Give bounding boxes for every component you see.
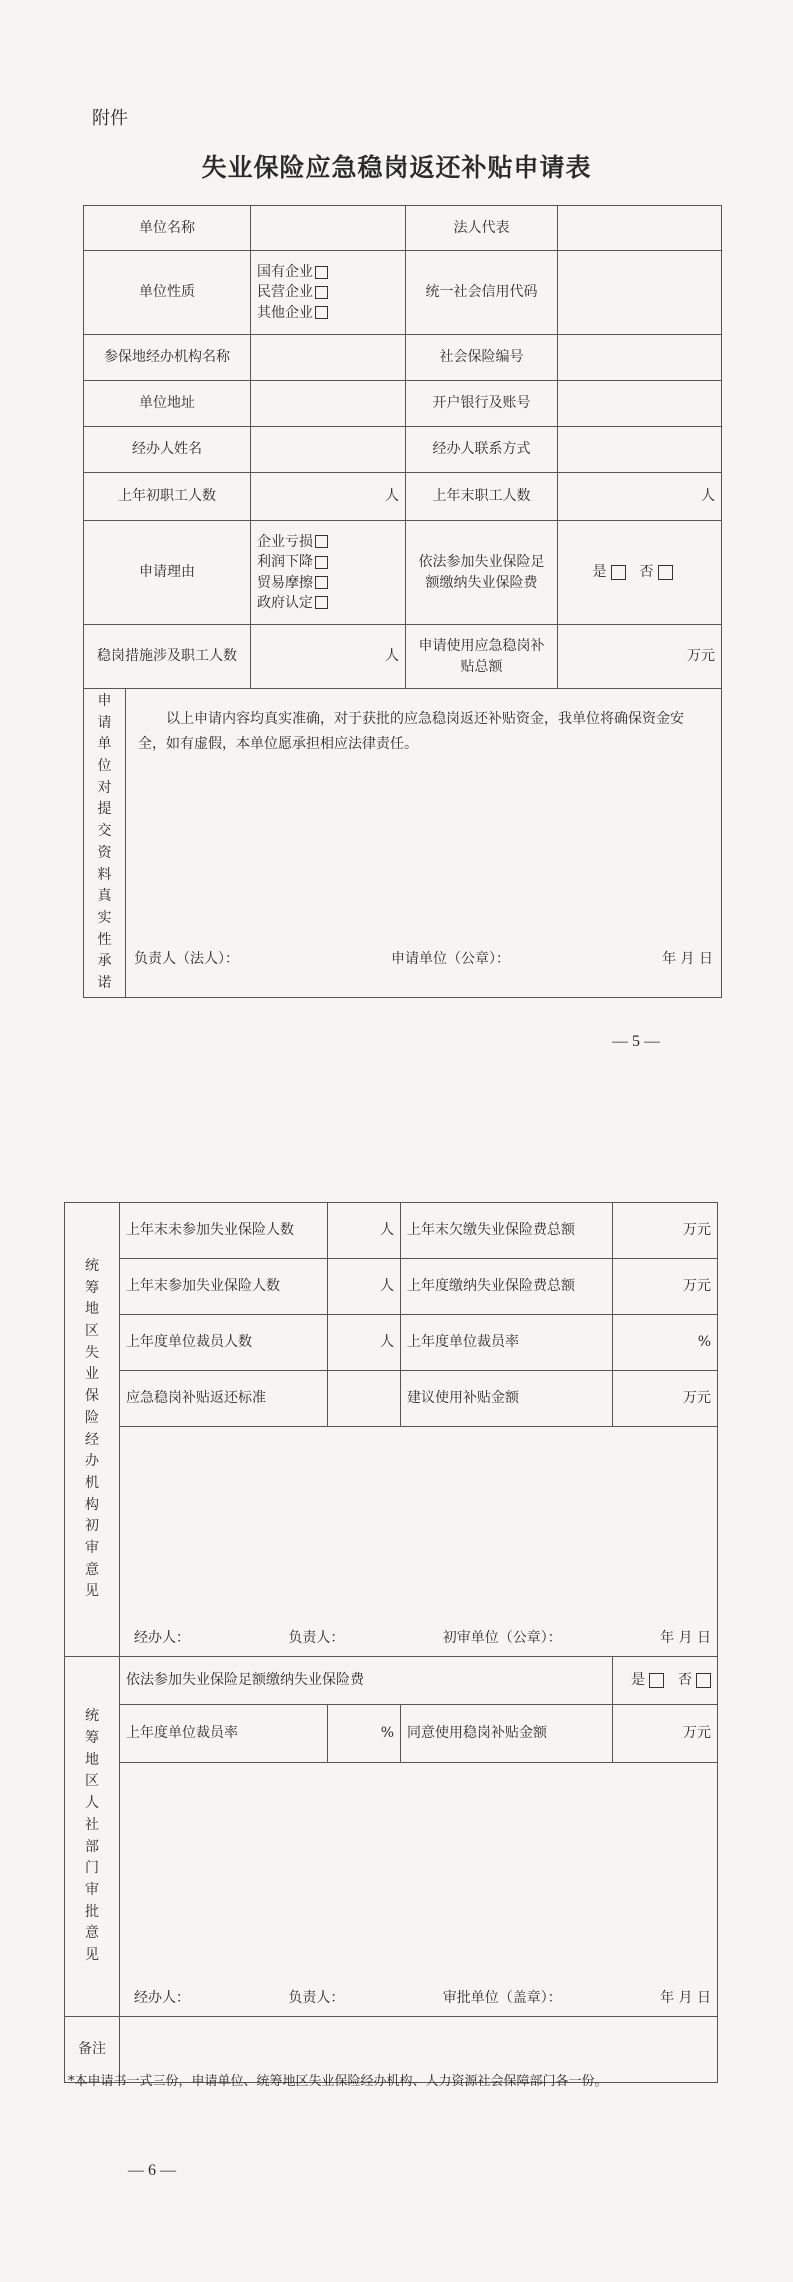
social-insurance-no-label: 社会保险编号 bbox=[406, 335, 558, 381]
review-handler[interactable]: 经办人： bbox=[134, 1629, 190, 1646]
approval-answer bbox=[613, 1657, 718, 1705]
no-label: 否 bbox=[678, 1672, 692, 1689]
review-label: 统筹地区失业保险经办机构初审意见 bbox=[85, 1258, 99, 1600]
checkbox-icon[interactable] bbox=[315, 286, 328, 299]
unit-name-label: 单位名称 bbox=[84, 206, 251, 251]
review-responsible[interactable]: 负责人： bbox=[288, 1629, 345, 1646]
legal-rep-value[interactable] bbox=[558, 206, 722, 251]
review-value-2[interactable]: 万元 bbox=[613, 1203, 718, 1259]
review-label-1: 应急稳岗补贴返还标准 bbox=[120, 1371, 328, 1427]
responsible-signature[interactable]: 负责人（法人）： bbox=[134, 950, 239, 967]
yes-label: 是 bbox=[592, 564, 607, 581]
pledge-label-cell bbox=[84, 689, 126, 998]
start-employees-value[interactable]: 人 bbox=[251, 473, 406, 521]
bank-account-label: 开户银行及账号 bbox=[406, 381, 558, 427]
reason-option[interactable] bbox=[257, 552, 399, 572]
end-employees-value[interactable]: 人 bbox=[558, 473, 722, 521]
address-label: 单位地址 bbox=[84, 381, 251, 427]
review-value-2[interactable]: 万元 bbox=[613, 1371, 718, 1427]
review-label-2: 上年度缴纳失业保险费总额 bbox=[401, 1259, 613, 1315]
paid-answer bbox=[558, 521, 722, 625]
pledge-text: 以上申请内容均真实准确，对于获批的应急稳岗返还补贴资金，我单位将确保资金安全，如有虚假，本单位愿承担相应法律责任。 bbox=[138, 711, 684, 752]
reason-options bbox=[251, 521, 406, 625]
involved-employees-value[interactable]: 人 bbox=[251, 625, 406, 689]
review-date[interactable]: 年 月 日 bbox=[660, 1629, 711, 1646]
review-opinion-cell[interactable] bbox=[120, 1427, 718, 1657]
approval-layoff-rate-value[interactable]: % bbox=[328, 1705, 401, 1763]
approval-label: 统筹地区人社部门审批意见 bbox=[85, 1708, 99, 1963]
form-title: 失业保险应急稳岗返还补贴申请表 bbox=[201, 153, 592, 182]
agency-name-value[interactable] bbox=[251, 335, 406, 381]
page-number: — 5 — bbox=[612, 1033, 660, 1050]
remarks-label: 备注 bbox=[65, 2017, 120, 2083]
pledge-cell bbox=[126, 689, 722, 998]
credit-code-value[interactable] bbox=[558, 251, 722, 335]
handler-contact-label: 经办人联系方式 bbox=[406, 427, 558, 473]
review-value-1[interactable]: 人 bbox=[328, 1259, 401, 1315]
sign-date[interactable]: 年 月 日 bbox=[662, 950, 713, 967]
handler-name-value[interactable] bbox=[251, 427, 406, 473]
review-label-2: 建议使用补贴金额 bbox=[401, 1371, 613, 1427]
footnote: *本申请书一式三份，申请单位、统筹地区失业保险经办机构、人力资源社会保障部门各一份。 bbox=[68, 2074, 608, 2089]
review-value-1[interactable]: 人 bbox=[328, 1315, 401, 1371]
social-insurance-no-value[interactable] bbox=[558, 335, 722, 381]
review-value-1[interactable] bbox=[328, 1371, 401, 1427]
reason-label: 申请理由 bbox=[84, 521, 251, 625]
reason-option-label: 利润下降 bbox=[257, 554, 313, 571]
checkbox-icon[interactable] bbox=[315, 596, 328, 609]
nature-option-label: 其他企业 bbox=[257, 304, 313, 321]
approval-question: 依法参加失业保险足额缴纳失业保险费 bbox=[120, 1657, 613, 1705]
pledge-label: 申请单位对提交资料真实性承诺 bbox=[97, 693, 112, 991]
end-employees-label: 上年末职工人数 bbox=[406, 473, 558, 521]
involved-employees-label: 稳岗措施涉及职工人数 bbox=[84, 625, 251, 689]
nature-option[interactable] bbox=[257, 303, 399, 323]
apply-amount-label: 申请使用应急稳岗补贴总额 bbox=[406, 625, 558, 689]
page-number: — 6 — bbox=[128, 2162, 176, 2179]
review-label-1: 上年度单位裁员人数 bbox=[120, 1315, 328, 1371]
approval-label-cell bbox=[65, 1657, 120, 2017]
reason-option[interactable] bbox=[257, 532, 399, 552]
reason-option-label: 贸易摩擦 bbox=[257, 574, 313, 591]
approval-signature-row bbox=[126, 1988, 711, 2014]
yes-checkbox-icon[interactable] bbox=[611, 565, 626, 580]
credit-code-label: 统一社会信用代码 bbox=[406, 251, 558, 335]
handler-name-label: 经办人姓名 bbox=[84, 427, 251, 473]
yes-checkbox-icon[interactable] bbox=[649, 1673, 664, 1688]
application-form-table bbox=[83, 205, 722, 998]
review-label-2: 上年度单位裁员率 bbox=[401, 1315, 613, 1371]
reason-option[interactable] bbox=[257, 573, 399, 593]
nature-option[interactable] bbox=[257, 282, 399, 302]
apply-amount-value[interactable]: 万元 bbox=[558, 625, 722, 689]
attachment-label: 附件 bbox=[92, 108, 128, 129]
nature-option-label: 民营企业 bbox=[257, 284, 313, 301]
review-signature-row bbox=[126, 1628, 711, 1654]
applicant-unit-seal[interactable]: 申请单位（公章）： bbox=[391, 950, 511, 967]
review-label-1: 上年末未参加失业保险人数 bbox=[120, 1203, 328, 1259]
unit-nature-label: 单位性质 bbox=[84, 251, 251, 335]
no-label: 否 bbox=[639, 564, 654, 581]
address-value[interactable] bbox=[251, 381, 406, 427]
paid-question-label: 依法参加失业保险足额缴纳失业保险费 bbox=[406, 521, 558, 625]
approval-layoff-rate-label: 上年度单位裁员率 bbox=[120, 1705, 328, 1763]
pledge-signature-row bbox=[126, 949, 721, 975]
review-approval-table bbox=[64, 1202, 718, 2083]
nature-option-label: 国有企业 bbox=[257, 264, 313, 281]
checkbox-icon[interactable] bbox=[315, 556, 328, 569]
approval-amount-value[interactable]: 万元 bbox=[613, 1705, 718, 1763]
no-checkbox-icon[interactable] bbox=[658, 565, 673, 580]
yes-label: 是 bbox=[631, 1672, 645, 1689]
review-label-1: 上年末参加失业保险人数 bbox=[120, 1259, 328, 1315]
review-label-2: 上年末欠缴失业保险费总额 bbox=[401, 1203, 613, 1259]
review-value-1[interactable]: 人 bbox=[328, 1203, 401, 1259]
reason-option-label: 政府认定 bbox=[257, 594, 313, 611]
handler-contact-value[interactable] bbox=[558, 427, 722, 473]
review-unit-seal[interactable]: 初审单位（公章）： bbox=[442, 1629, 562, 1646]
approval-handler[interactable]: 经办人： bbox=[134, 1989, 190, 2006]
checkbox-icon[interactable] bbox=[315, 306, 328, 319]
approval-unit-seal[interactable]: 审批单位（盖章）： bbox=[442, 1989, 562, 2006]
unit-name-value[interactable] bbox=[251, 206, 406, 251]
checkbox-icon[interactable] bbox=[315, 576, 328, 589]
checkbox-icon[interactable] bbox=[315, 266, 328, 279]
no-checkbox-icon[interactable] bbox=[696, 1673, 711, 1688]
reason-option-label: 企业亏损 bbox=[257, 533, 313, 550]
approval-opinion-cell[interactable] bbox=[120, 1763, 718, 2017]
review-label-cell bbox=[65, 1203, 120, 1657]
nature-option[interactable] bbox=[257, 262, 399, 282]
agency-name-label: 参保地经办机构名称 bbox=[84, 335, 251, 381]
approval-amount-label: 同意使用稳岗补贴金额 bbox=[401, 1705, 613, 1763]
reason-option[interactable] bbox=[257, 593, 399, 613]
checkbox-icon[interactable] bbox=[315, 535, 328, 548]
review-value-2[interactable]: 万元 bbox=[613, 1259, 718, 1315]
review-value-2[interactable]: % bbox=[613, 1315, 718, 1371]
approval-date[interactable]: 年 月 日 bbox=[660, 1989, 711, 2006]
legal-rep-label: 法人代表 bbox=[406, 206, 558, 251]
unit-nature-options bbox=[251, 251, 406, 335]
approval-responsible[interactable]: 负责人： bbox=[288, 1989, 345, 2006]
bank-account-value[interactable] bbox=[558, 381, 722, 427]
start-employees-label: 上年初职工人数 bbox=[84, 473, 251, 521]
